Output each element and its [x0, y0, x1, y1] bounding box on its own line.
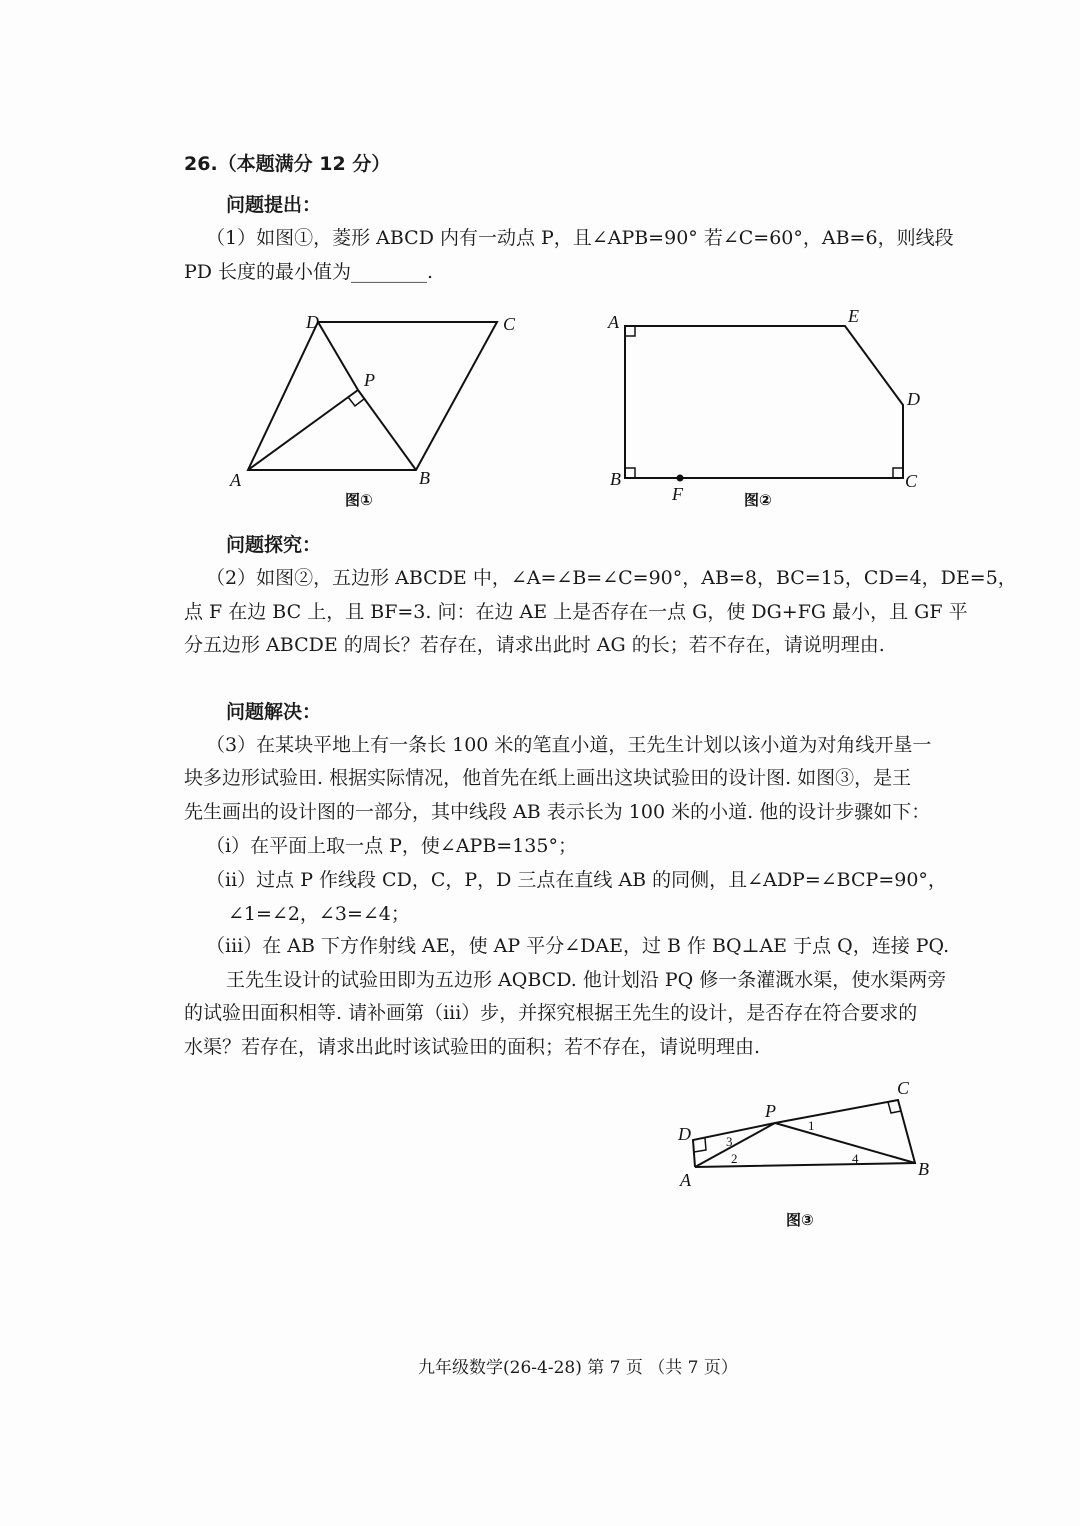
fig1-label-p: P: [364, 370, 375, 390]
question-header: 26.（本题满分 12 分）: [184, 153, 391, 175]
fig1-label-c: C: [503, 314, 516, 334]
part2-line: （2）如图②，五边形 ABCDE 中，∠A=∠B=∠C=90°，AB=8，BC=15，CD=4，DE=5，: [206, 567, 1017, 589]
part3-line: 王先生设计的试验田即为五边形 AQBCD. 他计划沿 PQ 修一条灌溉水渠，使水渠两旁: [226, 969, 947, 991]
fig1-label-b: B: [419, 468, 430, 488]
fig3-caption: 图③: [786, 1211, 814, 1229]
part3-step-ii-cont: ∠1=∠2，∠3=∠4；: [228, 903, 410, 925]
part3-step-iii: （iii）在 AB 下方作射线 AE，使 AP 平分∠DAE，过 B 作 BQ⊥AE 于点 Q，连接 PQ.: [206, 935, 950, 957]
part3-line: 块多边形试验田. 根据实际情况，他首先在纸上画出这块试验田的设计图. 如图③，是王: [184, 767, 912, 789]
fig3-label-c: C: [897, 1078, 910, 1098]
fig3-label-p: P: [765, 1101, 776, 1121]
part3-step-ii: （ii）过点 P 作线段 CD，C，P，D 三点在直线 AB 的同侧，且∠ADP=∠BCP=90°，: [206, 869, 947, 891]
figure-2-pentagon: [625, 326, 903, 481]
part3-line: 的试验田面积相等. 请补画第（iii）步，并探究根据王先生的设计，是否存在符合要求的: [184, 1002, 918, 1024]
part3-line: 先生画出的设计图的一部分，其中线段 AB 表示长为 100 米的小道. 他的设计步骤如下：: [184, 801, 931, 823]
fig3-angle-3: 3: [726, 1134, 733, 1149]
fig1-label-d: D: [306, 312, 319, 332]
part1-line: PD 长度的最小值为________.: [184, 261, 434, 283]
fig2-label-b: B: [610, 469, 621, 489]
part3-heading: 问题解决：: [226, 701, 322, 723]
part2-line: 分五边形 ABCDE 的周长？若存在，请求出此时 AG 的长；若不存在，请说明理由.: [184, 634, 885, 656]
fig3-label-a: A: [680, 1170, 691, 1190]
part1-heading: 问题提出：: [226, 194, 322, 216]
part1-line: （1）如图①，菱形 ABCD 内有一动点 P，且∠APB=90° 若∠C=60°，AB=6，则线段: [206, 227, 954, 249]
fig1-label-a: A: [230, 470, 241, 490]
fig2-label-c: C: [905, 471, 918, 491]
fig3-angle-4: 4: [852, 1151, 859, 1166]
fig3-label-b: B: [918, 1159, 929, 1179]
part3-line: 水渠？若存在，请求出此时该试验田的面积；若不存在，请说明理由.: [184, 1036, 761, 1058]
fig3-angle-1: 1: [808, 1118, 815, 1133]
fig2-caption: 图②: [744, 491, 772, 509]
page-footer: 九年级数学(26-4-28) 第 7 页 （共 7 页）: [418, 1358, 738, 1378]
fig2-label-a: A: [608, 312, 619, 332]
fig2-label-f: F: [672, 484, 683, 504]
fig2-label-d: D: [907, 389, 920, 409]
figure-1-rhombus: [248, 322, 497, 470]
fig3-label-d: D: [678, 1124, 691, 1144]
part3-line: （3）在某块平地上有一条长 100 米的笔直小道，王先生计划以该小道为对角线开垦一: [206, 734, 932, 756]
fig2-label-e: E: [848, 306, 859, 326]
fig3-angle-2: 2: [731, 1151, 738, 1166]
part2-heading: 问题探究：: [226, 534, 322, 556]
fig1-caption: 图①: [345, 491, 373, 509]
part2-line: 点 F 在边 BC 上，且 BF=3. 问：在边 AE 上是否存在一点 G，使 DG+FG 最小，且 GF 平: [184, 601, 968, 623]
part3-step-i: （i）在平面上取一点 P，使∠APB=135°；: [206, 835, 577, 857]
